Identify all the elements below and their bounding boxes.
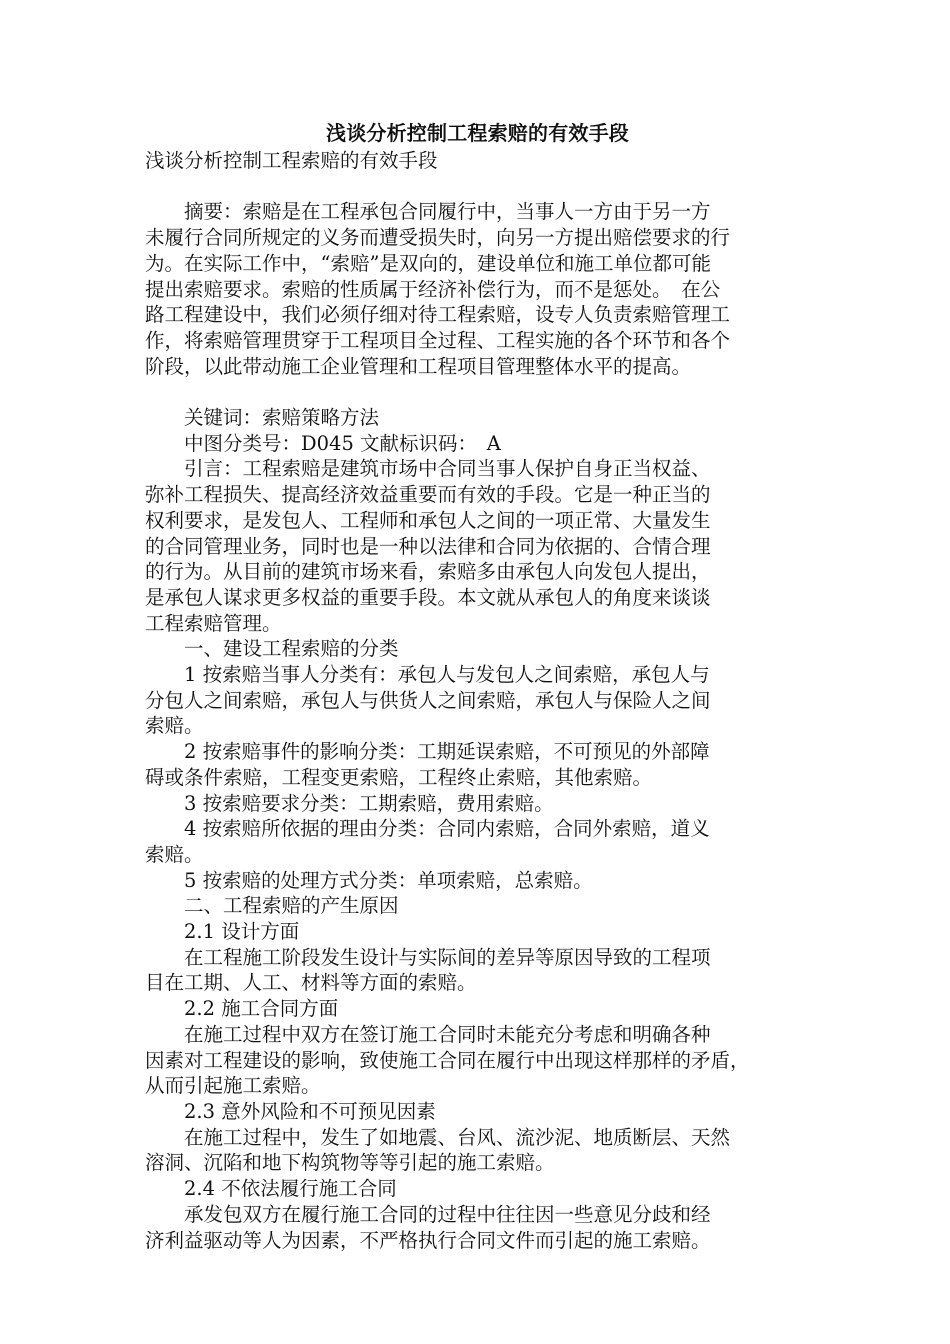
body-line: 索赔。 [145,842,204,866]
body-line: 2.3 意外风险和不可预见因素 [145,1099,436,1123]
body-line: 在施工过程中，发生了如地震、台风、流沙泥、地质断层、天然 [145,1125,731,1149]
body-line: 作，将索赔管理贯穿于工程项目全过程、工程实施的各个环节和各个 [145,328,731,352]
body-line: 提出索赔要求。索赔的性质属于经济补偿行为，而不是惩处。 在公 [145,277,721,301]
blank-line [145,379,810,405]
body-line: 权利要求，是发包人、工程师和承包人之间的一项正常、大量发生 [145,508,711,532]
body-line: 2 按索赔事件的影响分类：工期延误索赔，不可预见的外部障 [145,740,710,764]
body-line: 目在工期、人工、材料等方面的索赔。 [145,971,477,995]
body-line: 关键词：索赔策略方法 [145,406,380,429]
body-line: 3 按索赔要求分类：工期索赔，费用索赔。 [145,791,554,815]
body-line: 因素对工程建设的影响，致使施工合同在履行中出现这样那样的矛盾， [145,1048,750,1072]
body-line: 从而引起施工索赔。 [145,1074,321,1098]
body-line: 索赔。 [145,714,204,738]
body-line: 工程索赔管理。 [145,611,282,635]
body-line: 2.2 施工合同方面 [145,997,339,1021]
body-line: 2.1 设计方面 [145,920,300,944]
body-line: 在工程施工阶段发生设计与实际间的差异等原因导致的工程项 [145,945,711,969]
body-line: 溶洞、沉陷和地下构筑物等等引起的施工索赔。 [145,1151,555,1175]
document-title: 浅谈分析控制工程索赔的有效手段 [326,121,629,145]
body-line: 路工程建设中，我们必须仔细对待工程索赔，设专人负责索赔管理工 [145,303,731,327]
body-line: 弥补工程损失、提高经济效益重要而有效的手段。它是一种正当的 [145,483,711,507]
body-line: 碍或条件索赔，工程变更索赔，工程终止索赔，其他索赔。 [145,765,653,789]
body-line: 1 按索赔当事人分类有：承包人与发包人之间索赔，承包人与 [145,663,710,687]
body-line: 在施工过程中双方在签订施工合同时未能充分考虑和明确各种 [145,1022,711,1046]
body-line: 为。在实际工作中，“索赔”是双向的，建设单位和施工单位都可能 [145,251,711,275]
body-line: 5 按索赔的处理方式分类：单项索赔，总索赔。 [145,868,593,892]
document-page [145,118,810,1253]
body-line: 二、工程索赔的产生原因 [145,894,399,918]
body-line: 未履行合同所规定的义务而遭受损失时，向另一方提出赔偿要求的行 [145,226,731,250]
body-line: 阶段，以此带动施工企业管理和工程项目管理整体水平的提高。 [145,354,692,378]
body-line: 的合同管理业务，同时也是一种以法律和合同为依据的、合情合理 [145,534,711,558]
blank-line [145,174,810,200]
body-line: 4 按索赔所依据的理由分类：合同内索赔，合同外索赔，道义 [145,817,710,841]
body-line: 2.4 不依法履行施工合同 [145,1177,397,1201]
document-body [145,148,810,1253]
body-line: 济利益驱动等人为因素，不严格执行合同文件而引起的施工索赔。 [145,1228,711,1252]
body-line: 中图分类号：D045 文献标识码： A [145,431,501,455]
body-line: 浅谈分析控制工程索赔的有效手段 [145,149,438,172]
body-line: 引言：工程索赔是建筑市场中合同当事人保护自身正当权益、 [145,457,711,481]
body-line: 摘要：索赔是在工程承包合同履行中，当事人一方由于另一方 [145,200,711,224]
body-line: 的行为。从目前的建筑市场来看，索赔多由承包人向发包人提出， [145,560,711,584]
body-line: 一、建设工程索赔的分类 [145,637,399,661]
body-line: 是承包人谋求更多权益的重要手段。本文就从承包人的角度来谈谈 [145,585,711,609]
body-line: 分包人之间索赔，承包人与供货人之间索赔，承包人与保险人之间 [145,688,711,712]
body-line: 承发包双方在履行施工合同的过程中往往因一些意见分歧和经 [145,1202,711,1226]
